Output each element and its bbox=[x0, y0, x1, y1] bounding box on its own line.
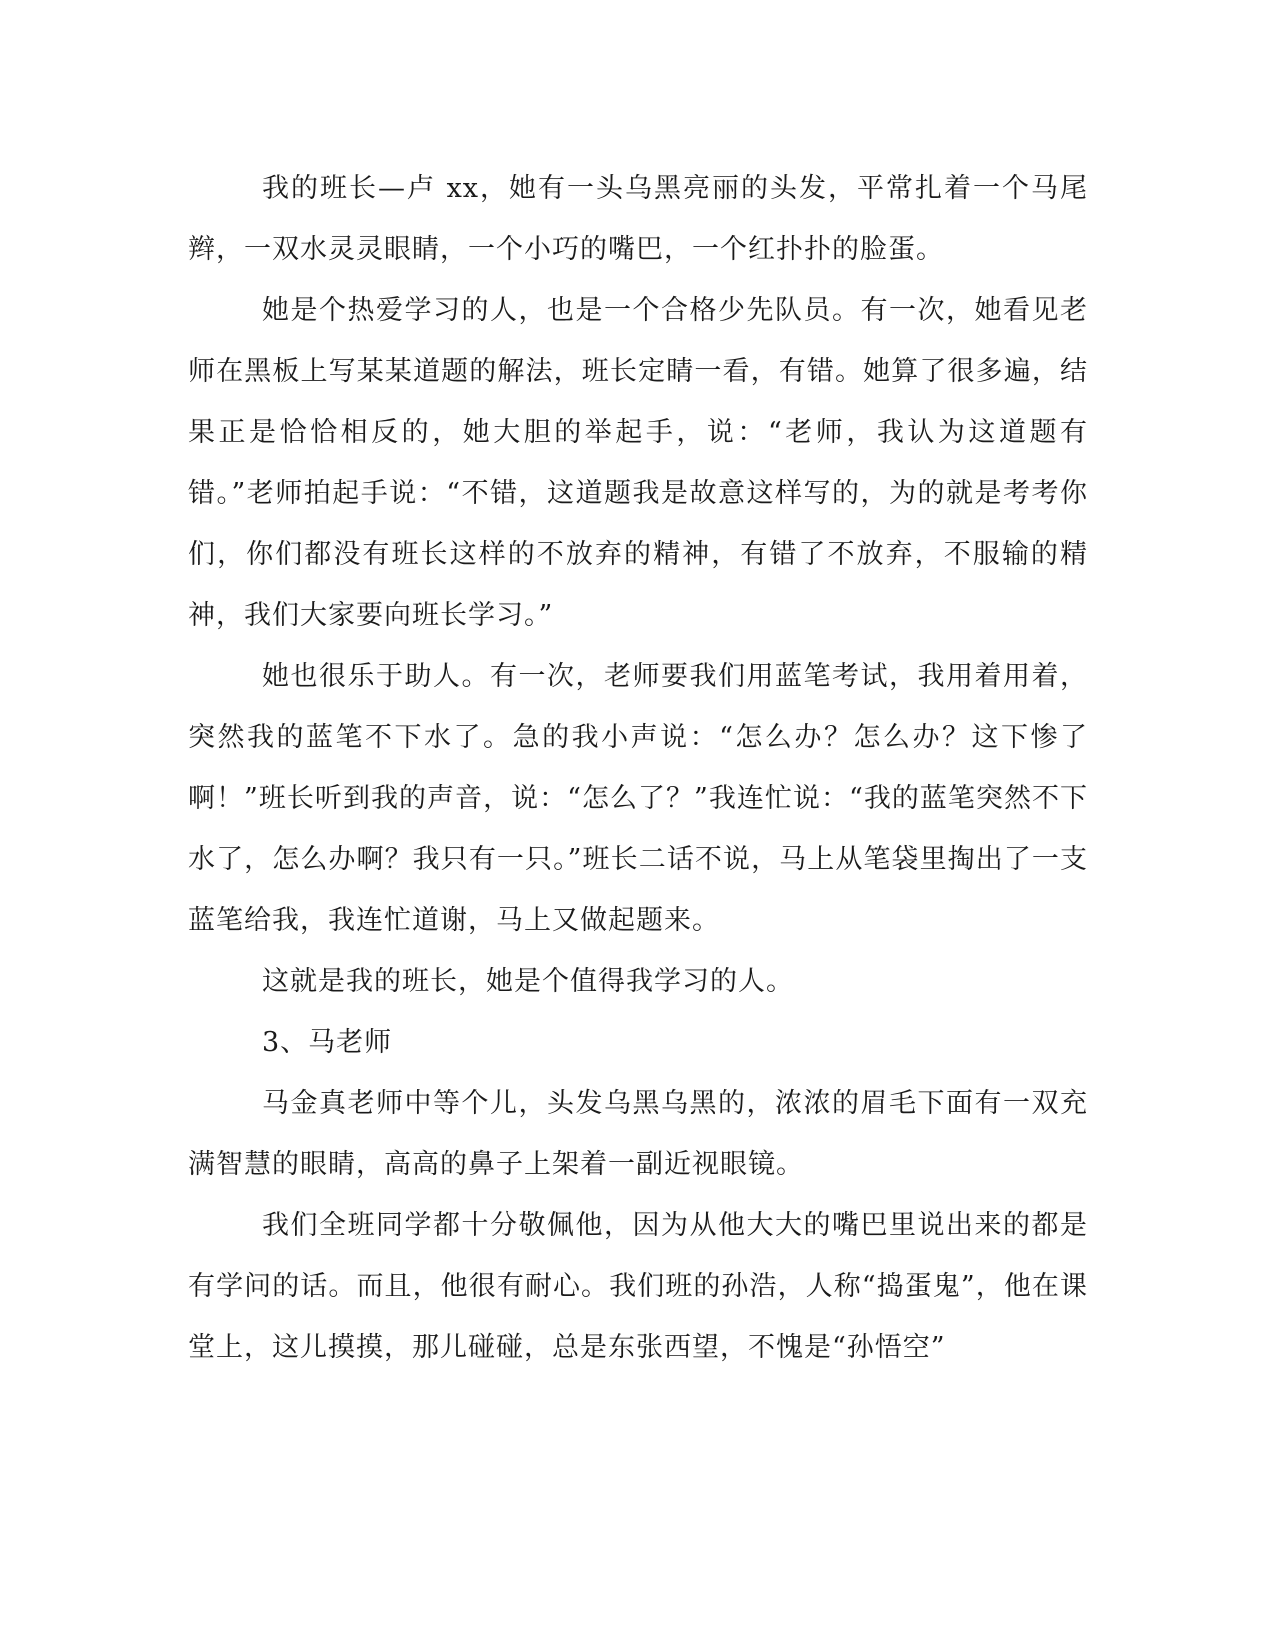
paragraph-6: 我们全班同学都十分敬佩他，因为从他大大的嘴巴里说出来的都是有学问的话。而且，他很有耐心。我们班的孙浩，人称“捣蛋鬼”，他在课堂上，这儿摸摸，那儿碰碰，总是东张西望，不愧是“孙悟空” bbox=[188, 1210, 1088, 1363]
paragraph-2: 她是个热爱学习的人，也是一个合格少先队员。有一次，她看见老师在黑板上写某某道题的解法，班长定睛一看，有错。她算了很多遍，结果正是恰恰相反的，她大胆的举起手，说：“老师，我认为这道题有错。”老师拍起手说：“不错，这道题我是故意这样写的，为的就是考考你们，你们都没有班长这样的不放弃的精神，有错了不放弃，不服输的精神，我们大家要向班长学习。” bbox=[188, 295, 1088, 631]
section-heading: 3、马老师 bbox=[262, 1027, 393, 1058]
document-body bbox=[188, 158, 1088, 1378]
paragraph-3: 她也很乐于助人。有一次，老师要我们用蓝笔考试，我用着用着，突然我的蓝笔不下水了。急的我小声说：“怎么办？怎么办？这下惨了啊！”班长听到我的声音，说：“怎么了？”我连忙说：“我的蓝笔突然不下水了，怎么办啊？我只有一只。”班长二话不说，马上从笔袋里掏出了一支蓝笔给我，我连忙道谢，马上又做起题来。 bbox=[188, 661, 1088, 936]
paragraph-4: 这就是我的班长，她是个值得我学习的人。 bbox=[262, 966, 794, 997]
paragraph-1: 我的班长—卢 xx，她有一头乌黑亮丽的头发，平常扎着一个马尾辫，一双水灵灵眼睛，一个小巧的嘴巴，一个红扑扑的脸蛋。 bbox=[188, 173, 1088, 265]
paragraph-5: 马金真老师中等个儿，头发乌黑乌黑的，浓浓的眉毛下面有一双充满智慧的眼睛，高高的鼻子上架着一副近视眼镜。 bbox=[188, 1088, 1088, 1180]
